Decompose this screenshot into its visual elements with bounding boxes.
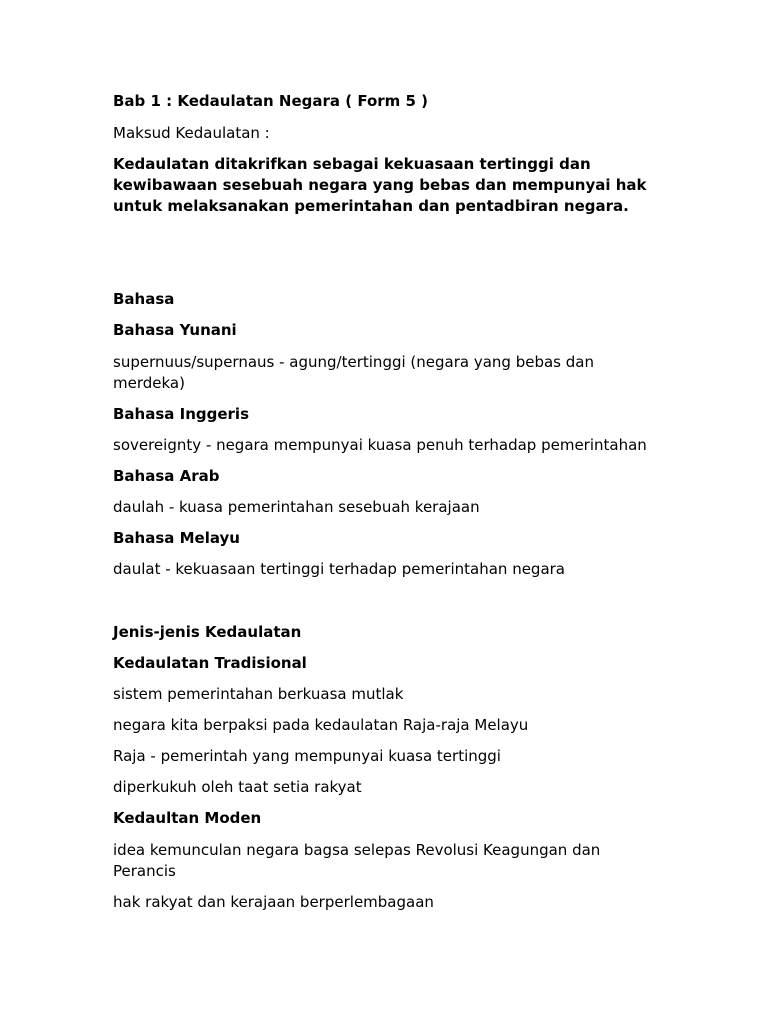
tradisional-point-4: diperkukuh oleh taat setia rakyat	[113, 778, 362, 796]
section-heading-bahasa: Bahasa	[113, 290, 175, 308]
definition-line-1: Kedaulatan ditakrifkan sebagai kekuasaan tertinggi dan	[113, 155, 591, 173]
definition-label: Maksud Kedaulatan :	[113, 124, 270, 142]
language-heading-melayu: Bahasa Melayu	[113, 529, 240, 547]
language-heading-yunani: Bahasa Yunani	[113, 321, 237, 339]
language-meaning-yunani-line-2: merdeka)	[113, 374, 185, 392]
moden-point-1-line-1: idea kemunculan negara bagsa selepas Revolusi Keagungan dan	[113, 841, 601, 859]
page-title: Bab 1 : Kedaulatan Negara ( Form 5 )	[113, 92, 429, 110]
language-meaning-inggeris: sovereignty - negara mempunyai kuasa penuh terhadap pemerintahan	[113, 436, 647, 454]
subheading-kedaulatan-tradisional: Kedaulatan Tradisional	[113, 654, 307, 672]
language-meaning-melayu: daulat - kekuasaan tertinggi terhadap pemerintahan negara	[113, 560, 565, 578]
moden-point-2: hak rakyat dan kerajaan berperlembagaan	[113, 893, 434, 911]
language-heading-arab: Bahasa Arab	[113, 467, 220, 485]
language-meaning-yunani-line-1: supernuus/supernaus - agung/tertinggi (negara yang bebas dan	[113, 353, 594, 371]
moden-point-1-line-2: Perancis	[113, 862, 176, 880]
definition-line-3: untuk melaksanakan pemerintahan dan pentadbiran negara.	[113, 197, 629, 215]
tradisional-point-3: Raja - pemerintah yang mempunyai kuasa tertinggi	[113, 747, 501, 765]
tradisional-point-2: negara kita berpaksi pada kedaulatan Raja-raja Melayu	[113, 716, 529, 734]
section-heading-jenis-kedaulatan: Jenis-jenis Kedaulatan	[113, 623, 302, 641]
definition-line-2: kewibawaan sesebuah negara yang bebas dan mempunyai hak	[113, 176, 647, 194]
language-heading-inggeris: Bahasa Inggeris	[113, 405, 250, 423]
tradisional-point-1: sistem pemerintahan berkuasa mutlak	[113, 685, 404, 703]
subheading-kedaulatan-moden: Kedaultan Moden	[113, 809, 262, 827]
language-meaning-arab: daulah - kuasa pemerintahan sesebuah kerajaan	[113, 498, 480, 516]
